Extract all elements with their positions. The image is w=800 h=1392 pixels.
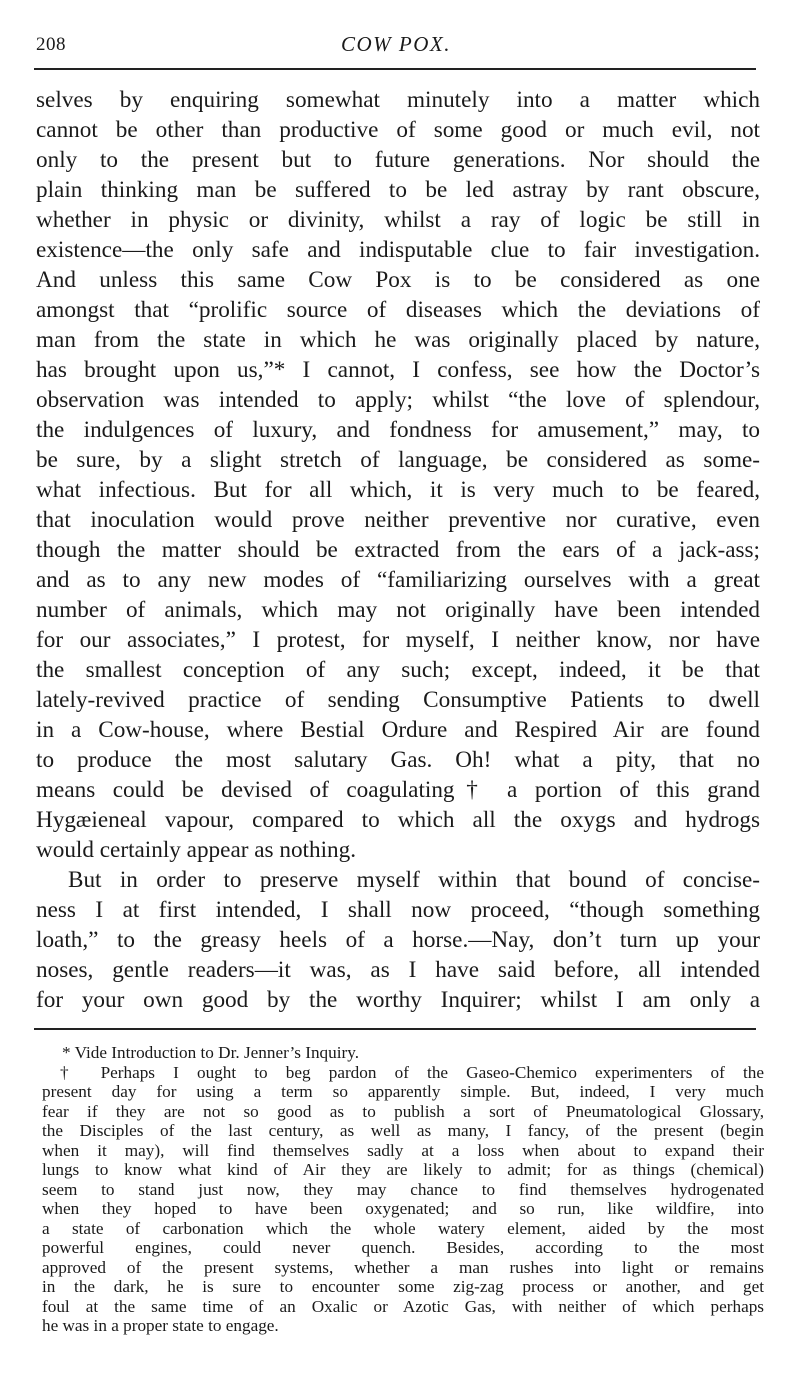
body-line: and as to any new modes of “familiarizing ourselves with a great <box>36 567 760 593</box>
body-line: means could be devised of coagulating† a portion of this grand <box>36 777 760 803</box>
footnote-2-line: in the dark, he is sure to encounter some zig-zag process or another, and get <box>42 1277 764 1296</box>
body-line: that inoculation would prove neither preventive nor curative, even <box>36 507 760 533</box>
footnote-2-line: lungs to know what kind of Air they are likely to admit; for as things (chemical) <box>42 1160 764 1179</box>
footnote-2-line: fear if they are not so good as to publish a sort of Pneumatological Glossary, <box>42 1101 764 1121</box>
footnote-2-line: foul at the same time of an Oxalic or Azotic Gas, with neither of which perhaps <box>42 1296 764 1316</box>
footnote-2-line: powerful engines, could never quench. Besides, according to the most <box>42 1238 764 1257</box>
body-line: the smallest conception of any such; except, indeed, it be that <box>36 657 760 683</box>
header-rule <box>34 68 756 70</box>
body-line: what infectious. But for all which, it is very much to be feared, <box>36 477 760 503</box>
body-line: loath,” to the greasy heels of a horse.—Nay, don’t turn up your <box>36 927 760 953</box>
body-line: be sure, by a slight stretch of language, be considered as some- <box>36 447 760 473</box>
body-line: has brought upon us,”* I cannot, I confess, see how the Doctor’s <box>36 357 760 383</box>
body-line: selves by enquiring somewhat minutely into a matter which <box>36 87 760 113</box>
body-line: Hygæieneal vapour, compared to which all the oxygs and hydrogs <box>36 807 760 833</box>
footnote-rule <box>34 1028 756 1030</box>
body-line: And unless this same Cow Pox is to be considered as one <box>36 267 760 293</box>
body-line: whether in physic or divinity, whilst a ray of logic be still in <box>36 207 760 233</box>
body-line: man from the state in which he was originally placed by nature, <box>36 327 760 353</box>
footnote-2-line: a state of carbonation which the whole watery element, aided by the most <box>42 1218 764 1238</box>
footnote-2-line: † Perhaps I ought to beg pardon of the Gaseo-Chemico experimenters of the <box>60 1062 764 1082</box>
body-line: only to the present but to future generations. Nor should the <box>36 147 760 173</box>
footnote-2-line: seem to stand just now, they may chance to find themselves hydrogenated <box>42 1179 764 1199</box>
body-line: for your own good by the worthy Inquirer; whilst I am only a <box>36 987 760 1013</box>
footnote-2-line: he was in a proper state to engage. <box>42 1316 279 1335</box>
body-line: cannot be other than productive of some good or much evil, not <box>36 117 760 143</box>
footnote-1: * Vide Introduction to Dr. Jenner’s Inquiry. <box>62 1043 359 1062</box>
footnote-2-line: the Disciples of the last century, as well as many, I fancy, of the present (begin <box>42 1121 764 1140</box>
body-line: amongst that “prolific source of diseases which the deviations of <box>36 297 760 323</box>
body-line: noses, gentle readers—it was, as I have said before, all intended <box>36 957 760 983</box>
body-line: existence—the only safe and indisputable clue to fair investigation. <box>36 237 760 263</box>
page-number: 208 <box>36 34 66 55</box>
footnote-2-line: when it may), will find themselves sadly at a loss when about to expand their <box>42 1140 764 1160</box>
body-line: plain thinking man be suffered to be led astray by rant obscure, <box>36 177 760 203</box>
body-line: the indulgences of luxury, and fondness for amusement,” may, to <box>36 417 760 443</box>
footnote-2-line: present day for using a term so apparently simple. But, indeed, I very much <box>42 1082 764 1101</box>
body-text <box>36 85 760 1015</box>
footnotes <box>42 1043 764 1336</box>
body-line: would certainly appear as nothing. <box>36 837 357 863</box>
body-line: in a Cow-house, where Bestial Ordure and Respired Air are found <box>36 717 760 743</box>
running-title: COW POX. <box>341 32 451 56</box>
body-line: lately-revived practice of sending Consumptive Patients to dwell <box>36 687 760 713</box>
footnote-2-line: when they hoped to have been oxygenated; and so run, like wildfire, into <box>42 1199 764 1218</box>
body-line: observation was intended to apply; whilst “the love of splendour, <box>36 387 760 413</box>
page-header <box>36 30 756 60</box>
body-line: though the matter should be extracted from the ears of a jack-ass; <box>36 537 760 563</box>
body-line: But in order to preserve myself within that bound of concise- <box>68 867 760 893</box>
body-line: number of animals, which may not originally have been intended <box>36 597 760 623</box>
footnote-2-line: approved of the present systems, whether a man rushes into light or remains <box>42 1257 764 1277</box>
body-line: ness I at first intended, I shall now proceed, “though something <box>36 897 760 923</box>
body-line: for our associates,” I protest, for myself, I neither know, nor have <box>36 627 760 653</box>
body-line: to produce the most salutary Gas. Oh! what a pity, that no <box>36 747 760 773</box>
